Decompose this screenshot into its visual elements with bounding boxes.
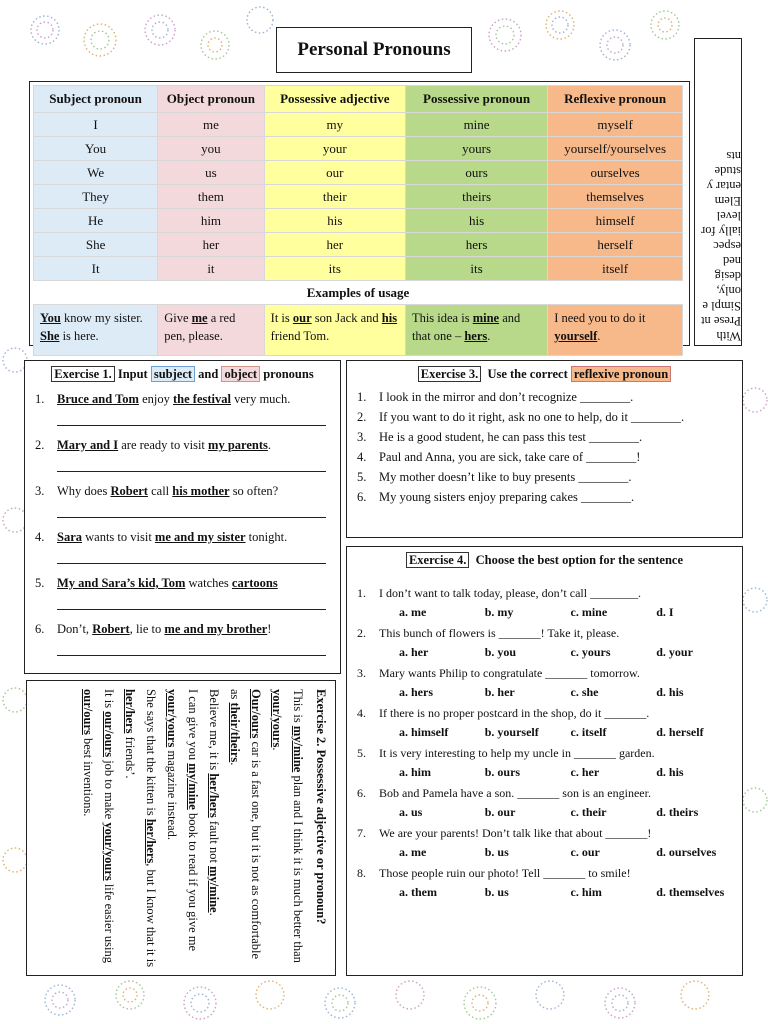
list-item: It is our/ours job to make your/yours life easier using our/ours best inventions. [81,689,116,963]
item-number: 1. [357,586,366,600]
exercise-3-title: Exercise 3. Use the correct reflexive pronoun [347,367,742,382]
exercise-3-label: Exercise 3. [418,366,481,382]
underlined-word: Sara [57,530,82,544]
question-text: We are your parents! Don’t talk like that about _______! [379,826,652,840]
table-cell: its [264,257,405,281]
exercise-4 [346,546,743,976]
answer-option[interactable]: c. their [570,805,607,819]
item-number: 1. [35,392,45,406]
answer-options [379,885,742,900]
table-row [34,257,683,281]
exercise-2-list [77,681,308,976]
page-title: Personal Pronouns [276,27,472,73]
list-item [347,706,742,740]
list-item [347,826,742,860]
answer-options [379,845,742,860]
answer-option[interactable]: d. his [656,685,684,699]
question-text: This bunch of flowers is _______! Take it, please. [379,626,620,640]
answer-option[interactable]: c. our [570,845,600,859]
underlined-word: our/ours [81,689,95,735]
list-item [347,666,742,700]
answer-option[interactable]: a. her [399,645,429,659]
answer-option[interactable]: d. theirs [656,805,699,819]
underlined-word: your/yours [165,689,179,748]
question-text: Bob and Pamela have a son. _______ son is an engineer. [379,786,651,800]
table-cell: We [34,161,158,185]
answer-option[interactable]: b. her [484,685,515,699]
list-item: 1. I look in the mirror and don’t recognize ________. [357,390,634,404]
answer-options [379,685,742,700]
item-number: 5. [357,470,367,484]
answer-options [379,805,742,820]
table-cell: their [264,185,405,209]
underlined-word: My and Sara’s kid, Tom [57,576,186,590]
table-cell: itself [548,257,683,281]
answer-option[interactable]: a. them [399,885,437,899]
question-text: It is very interesting to help my uncle in _______ garden. [379,746,655,760]
item-number: 2. [357,626,366,640]
list-item: 4. Paul and Anna, you are sick, take care of ________! [357,450,641,464]
underlined-word: your/yours [102,822,116,881]
table-cell: me [158,113,264,137]
underlined-word: hers [464,329,488,343]
table-row [34,113,683,137]
table-cell: her [264,233,405,257]
answer-options [379,765,742,780]
table-cell: himself [548,209,683,233]
pronoun-table-box [29,81,690,346]
answer-line[interactable] [57,547,326,564]
table-cell: them [158,185,264,209]
list-item: 1. Bruce and Tom enjoy the festival very much. [35,392,291,406]
table-cell: theirs [405,185,547,209]
table-cell: yours [405,137,547,161]
underlined-word: She [40,329,60,343]
table-cell: I [34,113,158,137]
underlined-word: my/mine [291,725,305,773]
exercise-1-list [25,392,340,656]
exercise-2 [26,680,336,976]
list-item: 4. Sara wants to visit me and my sister tonight. [35,530,288,544]
side-note-text: With Prese nt Simpl e only, desig ned espec ially for level Elem entar y stude nts [701,149,741,343]
answer-options [379,605,742,620]
table-cell: his [405,209,547,233]
answer-option[interactable]: b. you [484,645,517,659]
table-cell: You [34,137,158,161]
answer-option[interactable]: d. ourselves [656,845,717,859]
underlined-word: his [381,311,398,325]
list-item [347,786,742,820]
question-text: Those people ruin our photo! Tell _______ to smile! [379,866,631,880]
answer-line[interactable] [57,455,326,472]
answer-option[interactable]: b. our [484,805,516,819]
item-number: 3. [357,666,366,680]
underlined-word: Mary and I [57,438,119,452]
answer-option[interactable]: d. his [656,765,684,779]
list-item: 6. My young sisters enjoy preparing cakes ________. [357,490,635,504]
table-cell: our [264,161,405,185]
answer-line[interactable] [57,409,326,426]
answer-option[interactable]: b. us [484,885,509,899]
answer-option[interactable]: c. itself [570,725,607,739]
example-cell: This idea is mine and that one – hers. [405,305,547,356]
underlined-word: their/theirs [228,702,242,763]
exercise-1-title: Exercise 1. Input subject and object pronouns [25,367,340,382]
table-cell: yourself/yourselves [548,137,683,161]
example-cell: You know my sister. She is here. [34,305,158,356]
table-cell: herself [548,233,683,257]
exercise-1-label: Exercise 1. [51,366,114,382]
example-cell: Give me a red pen, please. [158,305,264,356]
table-cell: your [264,137,405,161]
table-cell: themselves [548,185,683,209]
underlined-word: her/hers [207,773,221,818]
answer-option[interactable]: d. herself [656,725,704,739]
item-number: 5. [35,576,45,590]
table-header: Possessive pronoun [405,86,547,113]
list-item: 2. Mary and I are ready to visit my parents. [35,438,271,452]
answer-options [379,725,742,740]
underlined-word: our [292,311,312,325]
item-number: 3. [35,484,45,498]
underlined-word: me and my brother [164,622,268,636]
table-row [34,185,683,209]
exercise-4-title: Exercise 4. Choose the best option for the sentence [347,553,742,568]
underlined-word: Robert [92,622,130,636]
list-item: 2. If you want to do it right, ask no one to help, do it ________. [357,410,685,424]
list-item: 5. My mother doesn’t like to buy presents ________. [357,470,632,484]
example-cell: I need you to do it yourself. [548,305,683,356]
underlined-word: the festival [173,392,231,406]
table-cell: They [34,185,158,209]
answer-line[interactable] [57,501,326,518]
list-item [347,866,742,900]
list-item: I can give you my/mine book to read if you give me your/yours magazine instead. [165,689,200,952]
item-number: 3. [357,430,367,444]
underlined-word: my/mine [186,763,200,810]
table-row [34,233,683,257]
exercise-4-list [347,586,742,900]
table-cell: you [158,137,264,161]
answer-option[interactable]: a. him [399,765,432,779]
underlined-word: her/hers [144,818,158,864]
answer-line[interactable] [57,593,326,610]
table-cell: its [405,257,547,281]
item-number: 6. [357,786,366,800]
table-cell: her [158,233,264,257]
answer-option[interactable]: a. hers [399,685,433,699]
answer-option[interactable]: a. me [399,845,427,859]
item-number: 2. [35,438,45,452]
pronoun-table [33,85,683,356]
underlined-word: Bruce and Tom [57,392,139,406]
table-cell: She [34,233,158,257]
answer-option[interactable]: b. us [484,845,509,859]
answer-option[interactable]: a. himself [399,725,449,739]
underlined-word: cartoons [231,576,278,590]
underlined-word: our/ours [102,711,116,758]
underlined-word: my/mine [207,866,221,913]
list-item: 3. He is a good student, he can pass this test ________. [357,430,643,444]
list-item: This is my/mine plan and I think it is much better than your/yours. [270,689,305,963]
underlined-word: yourself [554,329,598,343]
item-number: 4. [35,530,45,544]
answer-option[interactable]: b. my [484,605,514,619]
answer-option[interactable]: c. her [570,765,600,779]
exercise-2-title: Exercise 2. Possessive adjective or pronoun? [314,689,328,925]
exercise-4-label: Exercise 4. [406,552,469,568]
answer-option[interactable]: c. yours [570,645,611,659]
exercise-2-rotated-content [27,681,333,976]
underlined-word: her/hers [123,689,137,734]
list-item: 3. Why does Robert call his mother so often? [35,484,279,498]
list-item [347,746,742,780]
example-cell: It is our son Jack and his friend Tom. [264,305,405,356]
table-cell: it [158,257,264,281]
item-number: 8. [357,866,366,880]
answer-option[interactable]: b. ours [484,765,521,779]
side-note [694,38,742,346]
answer-option[interactable]: b. yourself [484,725,539,739]
table-cell: him [158,209,264,233]
table-header: Possessive adjective [264,86,405,113]
answer-option[interactable]: c. mine [570,605,608,619]
list-item: She says that the kitten is her/hers, but I know that it is her/hers friends’. [123,689,158,968]
item-number: 6. [35,622,45,636]
underlined-word: your/yours [270,689,284,748]
answer-option[interactable]: d. your [656,645,693,659]
table-header: Subject pronoun [34,86,158,113]
list-item [347,586,742,620]
list-item: 6. Don’t, Robert, lie to me and my brother! [35,622,272,636]
question-text: I don’t want to talk today, please, don’t call ________. [379,586,642,600]
table-row [34,209,683,233]
exercise-3-list [347,390,742,505]
table-row [34,161,683,185]
underlined-word: me [191,311,208,325]
table-cell: us [158,161,264,185]
list-item [347,626,742,660]
table-cell: his [264,209,405,233]
underlined-word: his mother [172,484,230,498]
underlined-word: mine [472,311,500,325]
list-item: 5. My and Sara’s kid, Tom watches cartoons [35,576,278,590]
item-number: 4. [357,450,367,464]
underlined-word: Our/ours [249,689,263,739]
answer-option[interactable]: c. she [570,685,599,699]
answer-options [379,645,742,660]
table-cell: ours [405,161,547,185]
answer-option[interactable]: d. themselves [656,885,725,899]
underlined-word: Robert [110,484,148,498]
answer-option[interactable]: a. me [399,605,427,619]
table-cell: mine [405,113,547,137]
list-item: Believe me, it is her/hers fault not my/mine. [207,689,221,916]
table-cell: myself [548,113,683,137]
item-number: 5. [357,746,366,760]
table-cell: hers [405,233,547,257]
table-cell: He [34,209,158,233]
item-number: 6. [357,490,367,504]
item-number: 7. [357,826,366,840]
question-text: If there is no proper postcard in the shop, do it _______. [379,706,650,720]
list-item: Our/ours car is a fast one, but it is not as comfortable as their/theirs. [228,689,263,960]
answer-option[interactable]: d. I [656,605,674,619]
table-header: Object pronoun [158,86,264,113]
table-cell: my [264,113,405,137]
table-cell: It [34,257,158,281]
underlined-word: You [40,311,61,325]
underlined-word: my parents [208,438,268,452]
item-number: 2. [357,410,367,424]
question-text: Mary wants Philip to congratulate _______ tomorrow. [379,666,640,680]
answer-option[interactable]: c. him [570,885,602,899]
table-cell: ourselves [548,161,683,185]
table-row [34,137,683,161]
underlined-word: me and my sister [154,530,246,544]
table-header: Reflexive pronoun [548,86,683,113]
examples-title: Examples of usage [306,284,410,300]
item-number: 4. [357,706,366,720]
answer-line[interactable] [57,639,326,656]
answer-option[interactable]: a. us [399,805,423,819]
item-number: 1. [357,390,367,404]
exercise-3 [346,360,743,538]
exercise-1 [24,360,341,674]
